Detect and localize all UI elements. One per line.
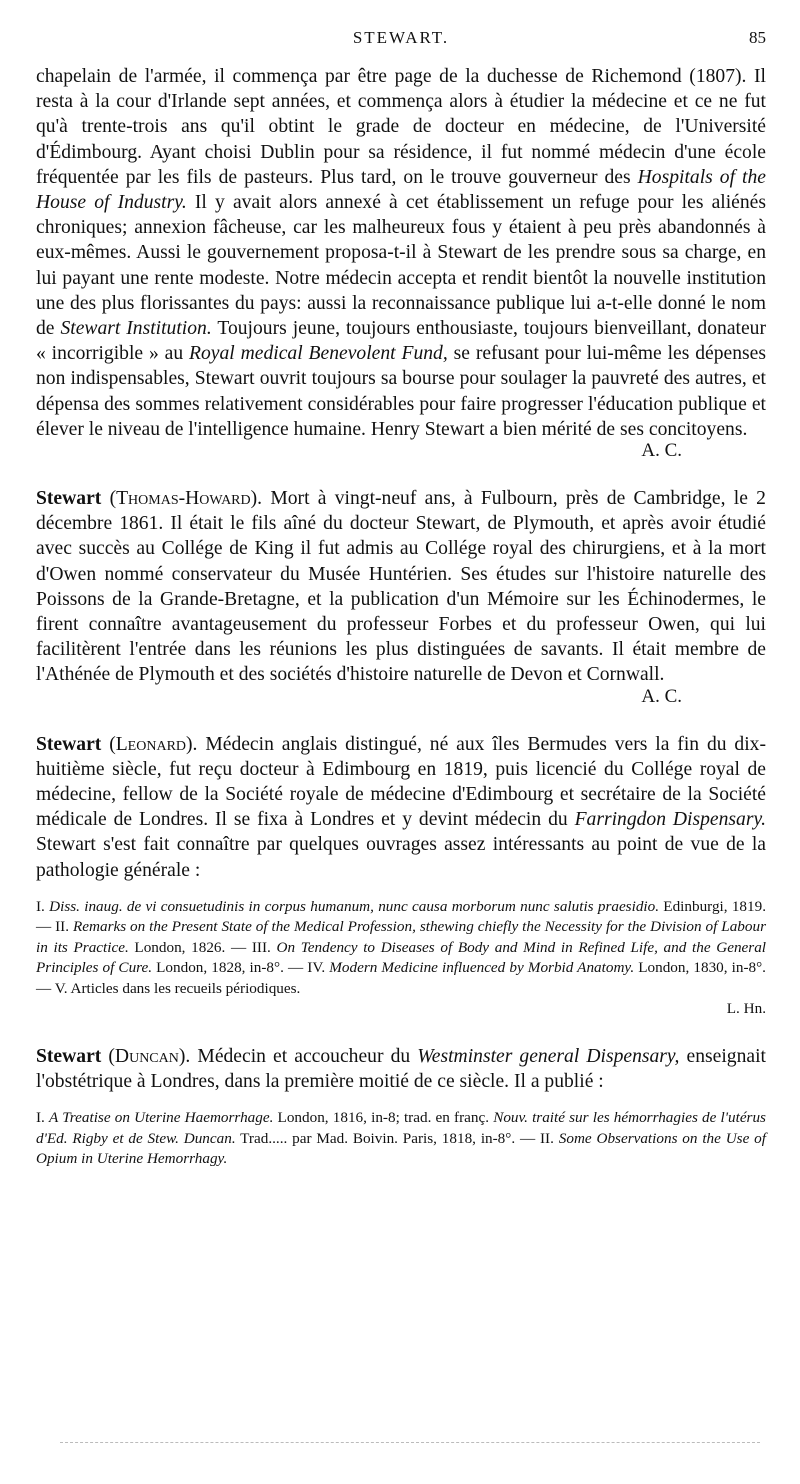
headword: Stewart — [36, 488, 102, 510]
italic-run: Hospitals of the House of Industry. — [36, 166, 766, 214]
entry-name: (Duncan). — [108, 1045, 191, 1067]
biblio-title: Remarks on the Present State of the Medical Profession, sthewing chiefly the Necessity for the Division of Labour in its Practice. — [36, 918, 766, 956]
biblio-text: London, 1816, in-8; trad. en franç. — [273, 1109, 494, 1127]
italic-run: Farringdon Dispensary. — [574, 809, 766, 831]
intro-paragraph — [36, 64, 766, 442]
italic-run: Westminster general Dispensary, — [417, 1045, 680, 1067]
signature-intro: A. C. — [641, 440, 682, 462]
text-run: Il y avait alors annexé à cet établissement un refuge pour les aliénés chroniques; annexion fâcheuse, car les malheureux fous y étaient à peu près abandonnés à eux-mêmes. Aussi le gouvernement proposa-t-il à Stewart de les prendre sous sa charge, en lui payant une rente modeste. Notre médecin accepta et rendit bientôt la nouvelle institution une des plus florissantes du pays: aussi la reconnaissance publique lui a-t-elle donné le nom de — [36, 192, 766, 340]
biblio-text: London, 1826. — III. — [128, 938, 277, 956]
entry-text: Mort à vingt-neuf ans, à Fulbourn, près de Cambridge, le 2 décembre 1861. Il était le fils aîné du docteur Stewart, de Plymouth, et après avoir étudié avec succès au Collége de King il fut admis au Collége royal des chirurgiens, et à la mort d'Owen nommé conservateur du Musée Huntérien. Ses études sur l'histoire naturelle des Poissons de la Grande-Bretagne, et la publication d'un Mémoire sur les Échinodermes, le firent connaître avantageusement du professeur Forbes et du professeur Owen, qui lui facilitèrent l'entrée dans les réunions les plus distinguées de savants. Il était membre de l'Athénée de Plymouth et des sociétés d'histoire naturelle de Devon et Cornwall. — [36, 488, 766, 686]
biblio-text: London, 1830, in-8°. — V. Articles dans les recueils périodiques. — [36, 959, 766, 997]
page-number: 85 — [749, 28, 766, 47]
entry-paragraph — [36, 1044, 766, 1094]
signature-thomas: A. C. — [641, 685, 682, 707]
bottom-edge-rule — [60, 1442, 760, 1443]
bibliography-leonard — [36, 897, 766, 1020]
biblio-number: I. — [36, 1109, 50, 1127]
page — [36, 26, 766, 1170]
page-title: STEWART. — [352, 28, 450, 47]
biblio-title: On Tendency to Diseases of Body and Mind in Refined Life, and the General Principles of Cure. — [36, 938, 767, 977]
entry-paragraph — [36, 732, 766, 883]
biblio-title: Modern Medicine influenced by Morbid Anatomy. — [329, 959, 635, 977]
biblio-title: Nouv. traité sur les hémorrhagies de l'utérus d'Ed. Rigby et de Stew. Duncan. — [36, 1109, 766, 1147]
italic-run: Stewart Institution. — [60, 318, 212, 340]
entry-name: (Leonard). — [109, 733, 198, 755]
headword: Stewart — [36, 733, 102, 755]
entry-leonard — [36, 732, 766, 1020]
text-run: chapelain de l'armée, il commença par être page de la duchesse de Richemond (1807). Il resta à la cour d'Irlande sept années, et commença alors à étudier la médecine et ce ne fut qu'à trente-trois ans qu'il obtint le grade de docteur en médecine, de l'Université d'Édimbourg. Ayant choisi Dublin pour sa résidence, il fut nommé médecin d'une école fréquentée par les fils de pasteurs. Plus tard, on le trouve gouverneur des — [36, 66, 766, 188]
biblio-text: Edinburgi, 1819. — II. — [36, 897, 767, 936]
biblio-text: Trad..... par Mad. Boivin. Paris, 1818, in-8°. — II. — [235, 1129, 559, 1147]
signature-leonard: L. Hn. — [726, 1000, 766, 1018]
entry-text: Stewart s'est fait connaître par quelques ouvrages assez intéressants au point de vue de la pathologie générale : — [36, 834, 766, 881]
italic-run: Royal medical Benevolent Fund, — [189, 343, 448, 365]
entry-text: Médecin anglais distingué, né aux îles Bermudes vers la fin du dix-huitième siècle, fut reçu docteur à Edimbourg en 1819, puis licencié du Collége royal de médecine, fellow de la Société royale de médecine d'Edimbourg et secrétaire de la Société médicale de Londres. Il se fixa à Londres et y devint médecin du — [36, 733, 766, 831]
entry-duncan — [36, 1044, 766, 1170]
biblio-number: I. — [36, 897, 50, 915]
biblio-title: Diss. inaug. de vi consuetudinis in corpus humanum, nunc causa morborum nunc salutis praesidio. — [49, 897, 660, 915]
entry-paragraph — [36, 486, 766, 688]
headword: Stewart — [36, 1045, 102, 1067]
text-run: se refusant pour lui-même les dépenses non indispensables, Stewart ouvrit toujours sa bourse pour soulager la pauvreté des autres, et dépensa des sommes relativement considérables pour faire progresser l'éducation publique et élever le niveau de l'intelligence humaine. Henry Stewart a bien mérité de ses concitoyens. — [36, 343, 766, 440]
biblio-text: London, 1828, in-8°. — IV. — [152, 959, 330, 977]
entry-text: Médecin et accoucheur du — [190, 1045, 418, 1067]
text-run: Toujours jeune, toujours enthousiaste, toujours bienveillant, donateur « incorrigible » au — [36, 318, 766, 365]
entry-thomas-howard — [36, 486, 766, 708]
bibliography-duncan — [36, 1108, 766, 1170]
entry-text: enseignait l'obstétrique à Londres, dans la première moitié de ce siècle. Il a publié : — [36, 1045, 766, 1093]
running-head — [36, 26, 766, 56]
biblio-title: A Treatise on Uterine Haemorrhage. — [49, 1109, 274, 1127]
biblio-title: Some Observations on the Use of Opium in Uterine Hemorrhagy. — [36, 1129, 766, 1168]
entry-name: (Thomas-Howard). — [109, 488, 263, 510]
